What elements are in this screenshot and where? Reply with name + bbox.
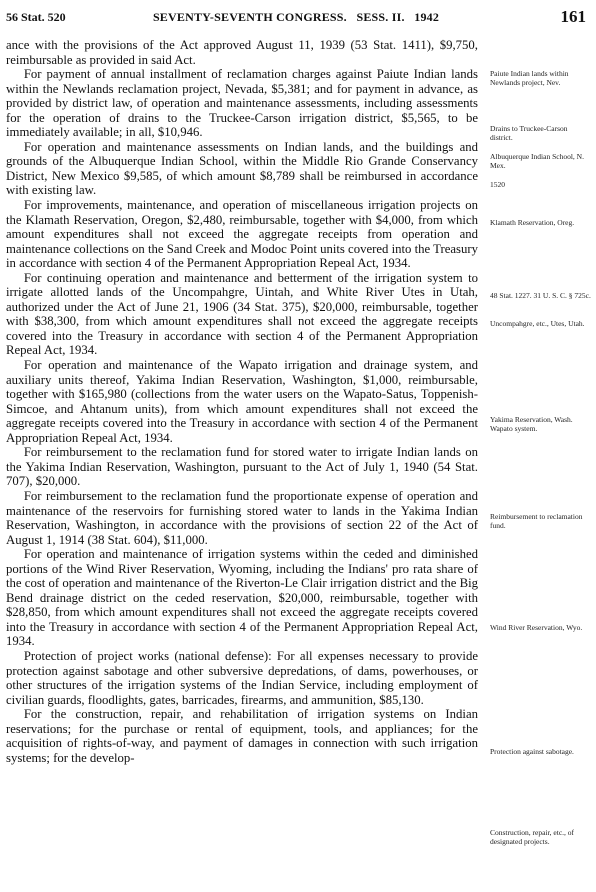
margin-note: Albuquerque Indian School, N. Mex.	[490, 152, 584, 170]
margin-note: Paiute Indian lands within Newlands project, Nev.	[490, 69, 569, 87]
page-number: 161	[560, 7, 586, 26]
running-head: SEVENTY-SEVENTH CONGRESS. SESS. II. 1942	[152, 10, 440, 24]
paragraph: For operation and maintenance of irrigation systems within the ceded and diminished portions of the Wind River Reservation, Wyoming, including the Indians' pro rata share of the cost of operation and maintenance of the Riverton-Le Clair irrigation district and the Big Bend drainage district on the ceded reservation, $20,000, reimbursable, together with $28,850, from which amount expenditures shall not exceed the aggregate receipts covered into the Treasury in accordance with section 4 of the Permanent Appropriation Repeal Act, 1934.	[6, 547, 478, 649]
paragraph: For improvements, maintenance, and operation of miscellaneous irrigation projects on the Klamath Reservation, Oregon, $2,480, reimbursable, together with $4,000, from which amount expenditures shall not exceed the aggregate receipts from operation and maintenance collections on the Sand Creek and Modoc Point units covered into the Treasury in accordance with section 4 of the Permanent Appropriation Repeal Act, 1934.	[6, 198, 479, 271]
page-header	[6, 7, 590, 28]
margin-note: Uncompahgre, etc., Utes, Utah.	[490, 319, 585, 328]
margin-note: Klamath Reservation, Oreg.	[490, 218, 575, 227]
paragraph: For operation and maintenance assessments on Indian lands, and the buildings and grounds of the Albuquerque Indian School, within the Middle Rio Grande Conservancy District, New Mexico $9,585, of which amount $8,789 shall be reimbursed in accordance with existing law.	[6, 139, 478, 198]
paragraph: For reimbursement to the reclamation fund for stored water to irrigate Indian lands on the Yakima Indian Reservation, Washington, pursuant to the Act of July 1, 1940 (54 Stat. 707), $20,000.	[6, 445, 478, 489]
margin-note: Construction, repair, etc., of designated projects.	[490, 828, 575, 846]
margin-note: 48 Stat. 1227. 31 U. S. C. § 725c.	[490, 291, 591, 300]
paragraph: For payment of annual installment of reclamation charges against Paiute Indian lands within the Newlands reclamation project, Nevada, $5,381; and for payment in advance, as provided by district law, of operation and maintenance assessments, including assessments for the operation of drains to the Truckee-Carson irrigation district, $5,565, to be immediately available; in all, $10,946.	[6, 67, 478, 140]
margin-note: Protection against sabotage.	[490, 747, 574, 756]
body-text	[6, 38, 478, 765]
margin-note: 1520	[490, 180, 505, 189]
paragraph: For operation and maintenance of the Wapato irrigation and drainage system, and auxiliary units thereof, Yakima Indian Reservation, Washington, $1,000, reimbursable, together with $165,980 (collections from the water users on the Wapato-Satus, Toppenish-Simcoe, and Ahtanum units), from which amount expenditures shall not exceed the aggregate receipts covered into the Treasury in accordance with section 4 of the Permanent Appropriation Repeal Act, 1934.	[6, 358, 478, 445]
margin-note: Yakima Reservation, Wash. Wapato system.	[490, 415, 573, 433]
paragraph: For continuing operation and maintenance and betterment of the irrigation system to irrigate allotted lands of the Uncompahgre, Uintah, and White River Utes in Utah, authorized under the Act of June 21, 1906 (34 Stat. 375), $20,000, reimbursable, together with $38,300, from which amount expenditures shall not exceed the aggregate receipts covered into the Treasury in accordance with section 4 of the Permanent Appropriation Repeal Act, 1934.	[6, 270, 478, 358]
margin-note: Wind River Reservation, Wyo.	[490, 623, 583, 632]
paragraph: For the construction, repair, and rehabilitation of irrigation systems on Indian reservations; for the purchase or rental of equipment, tools, and appliances; for the acquisition of rights-of-way, and payment of damages in connection with such irrigation systems; for the develop-	[6, 707, 478, 765]
paragraph: ance with the provisions of the Act approved August 11, 1939 (53 Stat. 1411), $9,750, reimbursable as provided in said Act.	[6, 38, 478, 67]
paragraph: For reimbursement to the reclamation fund the proportionate expense of operation and maintenance of the reservoirs for furnishing stored water to lands in the Yakima Indian Reservation, Washington, in accordance with the provisions of section 22 of the Act of August 1, 1914 (38 Stat. 604), $11,000.	[6, 488, 478, 547]
margin-note: Reimbursement to reclamation fund.	[490, 512, 583, 530]
margin-note: Drains to Truckee-Carson district.	[490, 124, 568, 142]
paragraph: Protection of project works (national defense): For all expenses necessary to provide protection against sabotage and other subversive depredations, of dams, powerhouses, or other structures of the irrigation systems of the Indian Service, including employment of civilian guards, floodlights, gates, barricades, firearms, and ammunition, $85,130.	[6, 648, 478, 707]
stat-reference: 56 Stat. 520	[6, 10, 66, 24]
